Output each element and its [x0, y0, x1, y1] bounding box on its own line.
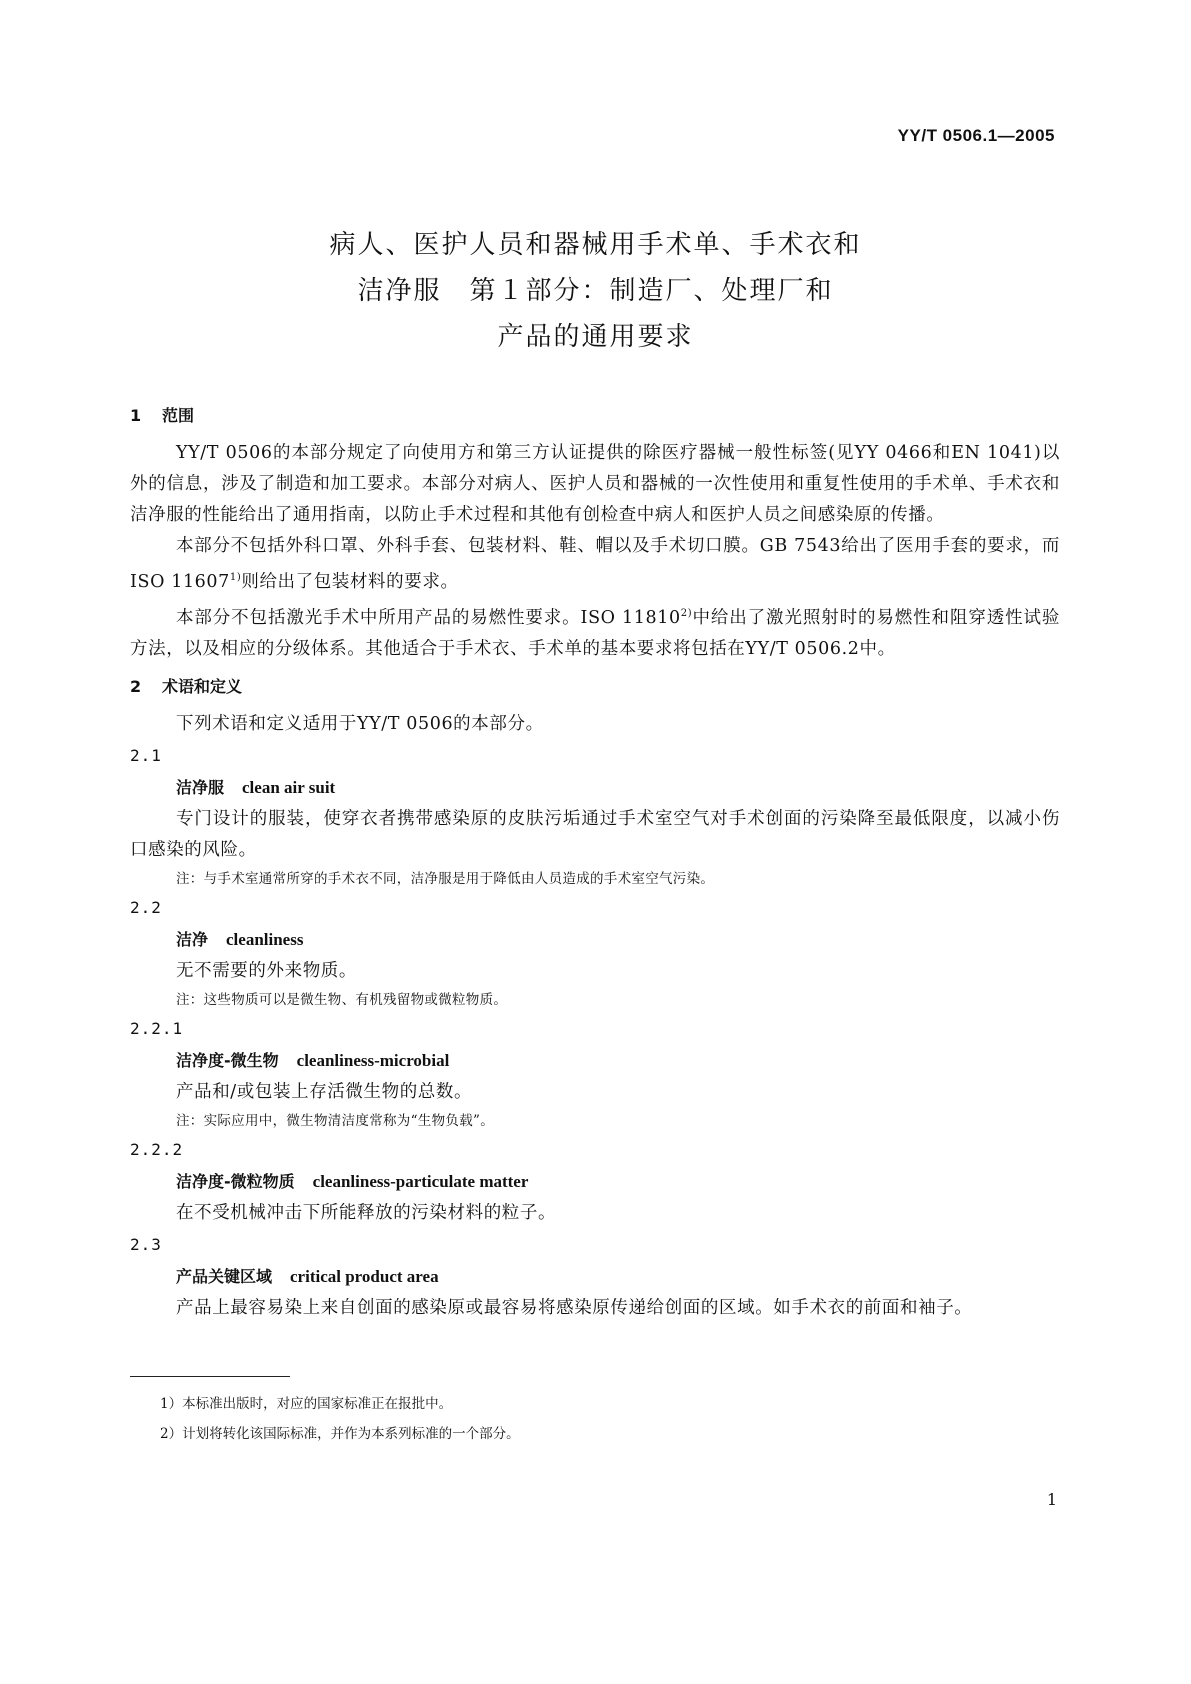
- page-number: 1: [1046, 1490, 1057, 1509]
- term-definition: 无不需要的外来物质。: [176, 960, 357, 981]
- term-definition: 产品和/或包装上存活微生物的总数。: [176, 1081, 473, 1102]
- section-heading-terms: [130, 671, 1060, 703]
- scope-paragraph-2: [130, 531, 1060, 598]
- term-note: 注：与手术室通常所穿的手术衣不同，洁净服是用于降低由人员造成的手术室空气污染。: [176, 870, 715, 887]
- term-entry: [130, 1013, 1060, 1134]
- term-cn: 产品关键区域: [176, 1266, 273, 1286]
- term-cn: 洁净度-微粒物质: [176, 1171, 295, 1191]
- terms-intro: 下列术语和定义适用于YY/T 0506的本部分。: [176, 713, 544, 734]
- term-number: 2.1: [130, 745, 162, 765]
- term-number: 2.2.1: [130, 1018, 184, 1038]
- term-number: 2.3: [130, 1234, 162, 1254]
- term-title: [130, 1165, 1060, 1198]
- title-line-3: 产品的通用要求: [497, 322, 694, 352]
- term-definition: 专门设计的服装，使穿衣者携带感染原的皮肤污垢通过手术室空气对手术创面的污染降至最低限度，以减小伤口感染的风险。: [130, 808, 1060, 860]
- term-cn: 洁净服: [176, 777, 225, 797]
- document-title: [0, 222, 1191, 360]
- term-title: [130, 771, 1060, 804]
- term-entry: [130, 740, 1060, 892]
- term-number: 2.2: [130, 897, 162, 917]
- term-en: clean air suit: [242, 777, 336, 797]
- term-entry: [130, 1229, 1060, 1324]
- term-en: cleanliness: [226, 929, 304, 949]
- term-en: critical product area: [290, 1266, 439, 1286]
- term-title: [130, 923, 1060, 956]
- term-en: cleanliness-microbial: [296, 1050, 450, 1070]
- section-title: 术语和定义: [162, 676, 243, 696]
- scope-paragraph-1: YY/T 0506的本部分规定了向使用方和第三方认证提供的除医疗器械一般性标签(见YY 0466和EN 1041)以外的信息，涉及了制造和加工要求。本部分对病人、医护人员和器械的一次性使用和重复性使用的手术单、手术衣和洁净服的性能给出了通用指南，以防止手术过程和其他有创检查中病人和医护人员之间感染原的传播。: [130, 443, 1060, 525]
- footnote-2: 2）计划将转化该国际标准，并作为本系列标准的一个部分。: [160, 1426, 520, 1442]
- footnote-ref-2: 2): [680, 607, 693, 619]
- term-entry: [130, 1134, 1060, 1229]
- term-title: [130, 1260, 1060, 1293]
- term-entry: [130, 892, 1060, 1013]
- term-note: 注：实际应用中，微生物清洁度常称为“生物负载”。: [176, 1112, 495, 1129]
- footnote-ref-1: 1): [229, 572, 242, 583]
- scope-paragraph-3: [130, 598, 1060, 665]
- scope-paragraph-2-text-b: 则给出了包装材料的要求。: [241, 571, 459, 592]
- scope-paragraph-3-text-a: 本部分不包括激光手术中所用产品的易燃性要求。ISO 11810: [176, 607, 681, 628]
- term-en: cleanliness-particulate matter: [312, 1171, 529, 1191]
- scope-paragraph-3-text-b: 中给出了激光照射时的易燃性和阻穿透性试验方法，以及相应的分级体系。其他适合于手术衣、手术单的基本要求将包括在YY/T 0506.2中。: [130, 607, 1060, 659]
- footnotes: [160, 1389, 520, 1449]
- document-body: [130, 400, 1060, 1324]
- standard-code: YY/T 0506.1—2005: [897, 126, 1055, 145]
- scope-paragraph-2-text-a: 本部分不包括外科口罩、外科手套、包装材料、鞋、帽以及手术切口膜。GB 7543给出了医用手套的要求，而ISO 11607: [130, 536, 1060, 592]
- term-cn: 洁净: [176, 929, 209, 949]
- term-note: 注：这些物质可以是微生物、有机残留物或微粒物质。: [176, 991, 508, 1008]
- term-definition: 产品上最容易染上来自创面的感染原或最容易将感染原传递给创面的区域。如手术衣的前面和袖子。: [176, 1297, 973, 1318]
- section-number: 1: [130, 406, 142, 425]
- section-heading-scope: [130, 400, 1060, 432]
- section-title: 范围: [162, 406, 195, 425]
- term-definition: 在不受机械冲击下所能释放的污染材料的粒子。: [176, 1202, 557, 1223]
- title-line-2: 洁净服 第１部分：制造厂、处理厂和: [357, 276, 834, 306]
- footnote-1: 1）本标准出版时，对应的国家标准正在报批中。: [160, 1396, 453, 1412]
- term-title: [130, 1044, 1060, 1077]
- term-number: 2.2.2: [130, 1139, 184, 1159]
- title-line-1: 病人、医护人员和器械用手术单、手术衣和: [329, 230, 862, 260]
- footnote-divider: [130, 1376, 290, 1377]
- term-cn: 洁净度-微生物: [176, 1050, 279, 1070]
- section-number: 2: [130, 676, 142, 696]
